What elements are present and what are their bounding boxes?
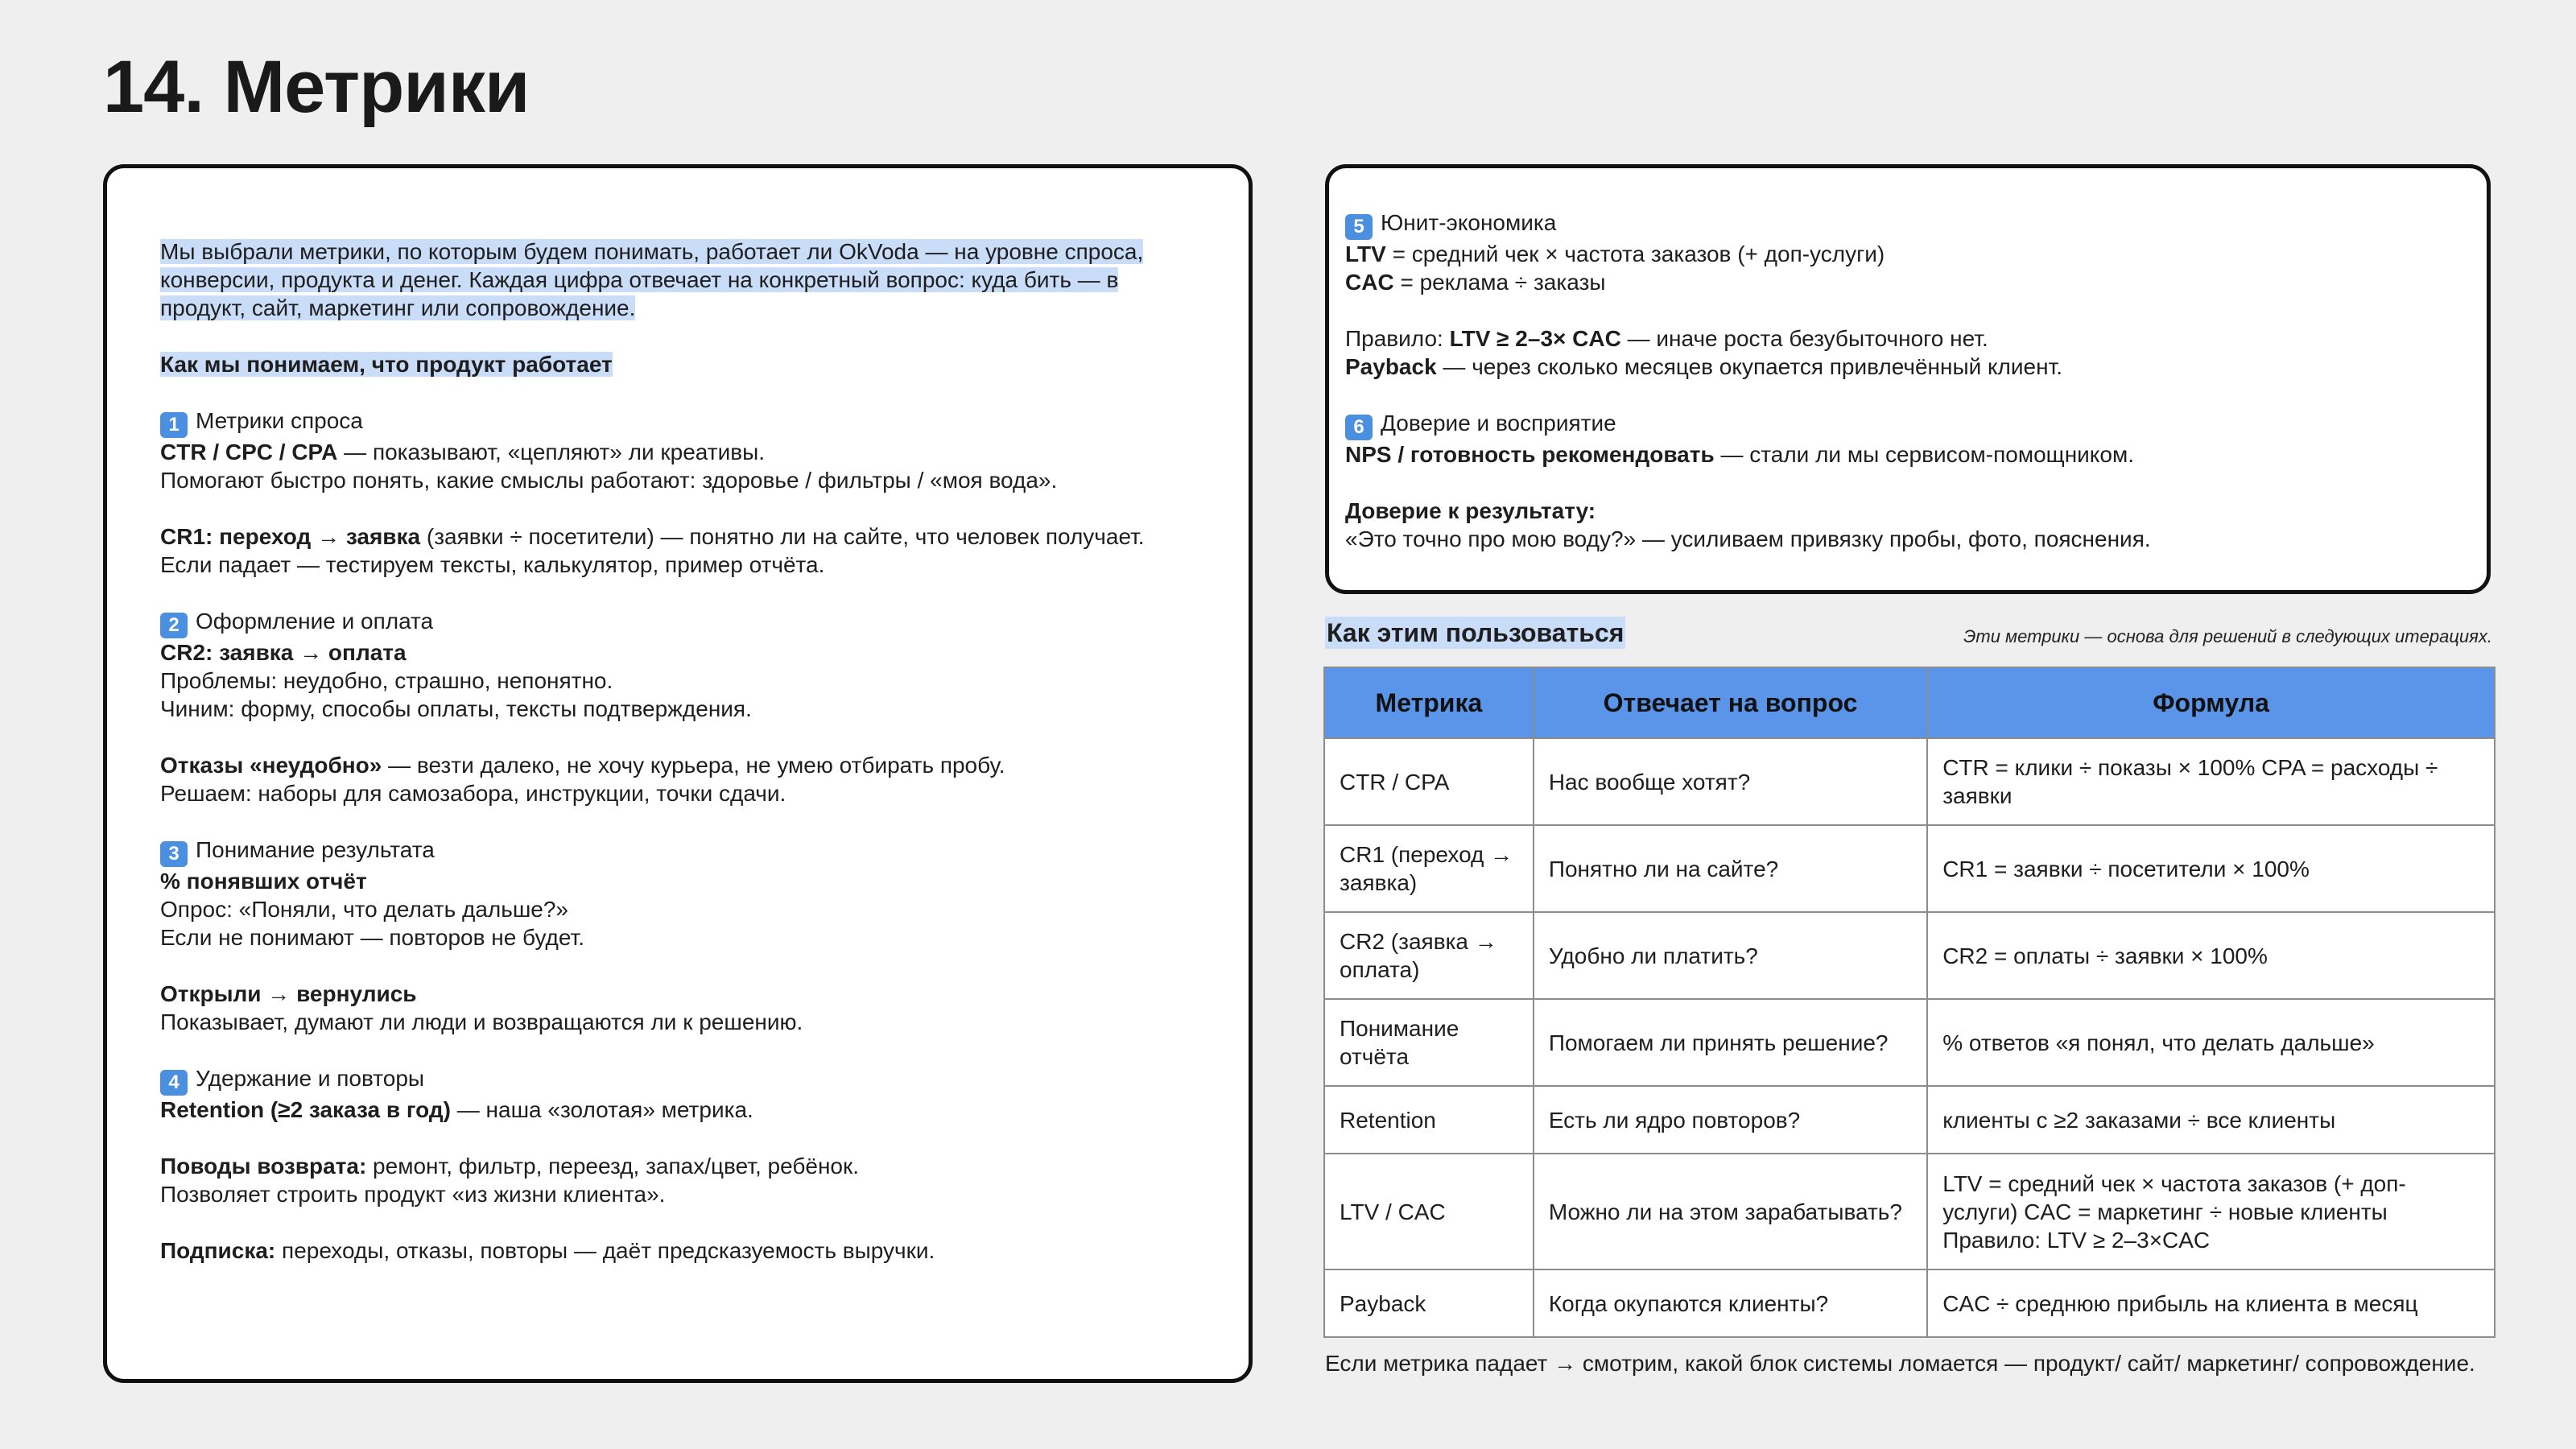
- table-cell: Помогаем ли принять решение?: [1534, 999, 1927, 1086]
- text-line: Отказы «неудобно» — везти далеко, не хочу курьера, не умею отбирать пробу.: [160, 753, 1005, 778]
- table-cell: клиенты с ≥2 заказами ÷ все клиенты: [1927, 1086, 2495, 1154]
- text-line: Правило: LTV ≥ 2–3× CAC — иначе роста безубыточного нет.: [1345, 326, 1988, 351]
- text-line: Retention (≥2 заказа в год) — наша «золотая» метрика.: [160, 1097, 753, 1122]
- table-row: [1324, 999, 2495, 1086]
- text-line: CR2: заявка → оплата: [160, 640, 407, 665]
- number-1-icon: 1: [160, 412, 188, 438]
- text-line: Подписка: переходы, отказы, повторы — даёт предсказуемость выручки.: [160, 1238, 935, 1263]
- table-header-row: [1324, 667, 2495, 738]
- table-cell: Когда окупаются клиенты?: [1534, 1269, 1927, 1337]
- table-cell: Можно ли на этом зарабатывать?: [1534, 1154, 1927, 1269]
- column-header: Формула: [1927, 667, 2495, 738]
- text-line: Открыли → вернулись: [160, 981, 417, 1006]
- unit-economics-panel: [1325, 164, 2491, 594]
- footer-note: Если метрика падает → смотрим, какой блок системы ломается — продукт/ сайт/ маркетинг/ сопровождение.: [1325, 1351, 2475, 1376]
- table-cell: CR1 (переход → заявка): [1324, 825, 1534, 912]
- table-cell: Понятно ли на сайте?: [1534, 825, 1927, 912]
- number-5-icon: 5: [1345, 214, 1373, 240]
- text-line: Доверие к результату:: [1345, 498, 1596, 523]
- text-line: NPS / готовность рекомендовать — стали ли мы сервисом-помощником.: [1345, 442, 2134, 467]
- section-payment-title: 2 Оформление и оплата: [160, 607, 1195, 638]
- table-row: [1324, 1086, 2495, 1154]
- table-row: [1324, 825, 2495, 912]
- number-4-icon: 4: [160, 1070, 188, 1096]
- table-row: [1324, 1269, 2495, 1337]
- table-row: [1324, 912, 2495, 999]
- table-cell: Понимание отчёта: [1324, 999, 1534, 1086]
- text-line: CAC = реклама ÷ заказы: [1345, 270, 1606, 295]
- text-line: Позволяет строить продукт «из жизни клиента».: [160, 1182, 666, 1207]
- text-line: «Это точно про мою воду?» — усиливаем привязку пробы, фото, пояснения.: [1345, 526, 2151, 551]
- section-understanding-title: 3 Понимание результата: [160, 836, 1195, 867]
- number-2-icon: 2: [160, 613, 188, 638]
- number-3-icon: 3: [160, 841, 188, 867]
- table-row: [1324, 1154, 2495, 1269]
- table-cell: Удобно ли платить?: [1534, 912, 1927, 999]
- section-unit-economics-title: 5 Юнит-экономика: [1345, 208, 2471, 240]
- metrics-overview-panel: [103, 164, 1253, 1383]
- text-line: % понявших отчёт: [160, 869, 367, 894]
- text-line: Опрос: «Поняли, что делать дальше?»: [160, 897, 569, 922]
- table-cell: Есть ли ядро повторов?: [1534, 1086, 1927, 1154]
- text-line: Если не понимают — повторов не будет.: [160, 925, 585, 950]
- table-cell: CR2 = оплаты ÷ заявки × 100%: [1927, 912, 2495, 999]
- section-retention-title: 4 Удержание и повторы: [160, 1064, 1195, 1096]
- text-line: Поводы возврата: ремонт, фильтр, переезд, запах/цвет, ребёнок.: [160, 1154, 860, 1179]
- section-heading: Как мы понимаем, что продукт работает: [160, 352, 613, 377]
- table-cell: LTV / CAC: [1324, 1154, 1534, 1269]
- table-cell: % ответов «я понял, что делать дальше»: [1927, 999, 2495, 1086]
- text-line: Показывает, думают ли люди и возвращаются ли к решению.: [160, 1009, 803, 1034]
- table-cell: CTR / CPA: [1324, 738, 1534, 825]
- intro-paragraph: Мы выбрали метрики, по которым будем понимать, работает ли OkVoda — на уровне спроса, конверсии, продукта и денег. Каждая цифра отвечает на конкретный вопрос: куда бить — в продукт, сайт, маркетинг или сопровождение.: [160, 239, 1144, 320]
- text-line: Если падает — тестируем тексты, калькулятор, пример отчёта.: [160, 552, 825, 577]
- column-header: Метрика: [1324, 667, 1534, 738]
- table-cell: CR2 (заявка → оплата): [1324, 912, 1534, 999]
- number-6-icon: 6: [1345, 415, 1373, 440]
- text-line: Проблемы: неудобно, страшно, непонятно.: [160, 668, 613, 693]
- text-line: Помогают быстро понять, какие смыслы работают: здоровье / фильтры / «моя вода».: [160, 468, 1058, 493]
- table-cell: CAC ÷ среднюю прибыль на клиента в месяц: [1927, 1269, 2495, 1337]
- metrics-table: [1323, 667, 2496, 1338]
- section-demand-title: 1 Метрики спроса: [160, 407, 1195, 438]
- table-cell: Нас вообще хотят?: [1534, 738, 1927, 825]
- table-cell: Payback: [1324, 1269, 1534, 1337]
- page-title: 14. Метрики: [103, 46, 530, 128]
- usage-note: Эти метрики — основа для решений в следующих итерациях.: [1963, 626, 2492, 646]
- text-line: CR1: переход → заявка (заявки ÷ посетители) — понятно ли на сайте, что человек получает.: [160, 524, 1145, 549]
- column-header: Отвечает на вопрос: [1534, 667, 1927, 738]
- table-cell: CTR = клики ÷ показы × 100% CPA = расходы ÷ заявки: [1927, 738, 2495, 825]
- text-line: CTR / CPC / CPA — показывают, «цепляют» ли креативы.: [160, 440, 766, 464]
- table-row: [1324, 738, 2495, 825]
- table-cell: CR1 = заявки ÷ посетители × 100%: [1927, 825, 2495, 912]
- text-line: Payback — через сколько месяцев окупается привлечённый клиент.: [1345, 354, 2063, 379]
- text-line: LTV = средний чек × частота заказов (+ доп-услуги): [1345, 242, 1885, 266]
- text-line: Решаем: наборы для самозабора, инструкции, точки сдачи.: [160, 781, 786, 806]
- section-trust-title: 6 Доверие и восприятие: [1345, 409, 2471, 440]
- table-cell: LTV = средний чек × частота заказов (+ доп-услуги) CAC = маркетинг ÷ новые клиенты Правило: LTV ≥ 2–3×CAC: [1927, 1154, 2495, 1269]
- usage-title: Как этим пользоваться: [1327, 618, 1624, 647]
- text-line: Чиним: форму, способы оплаты, тексты подтверждения.: [160, 696, 752, 721]
- table-cell: Retention: [1324, 1086, 1534, 1154]
